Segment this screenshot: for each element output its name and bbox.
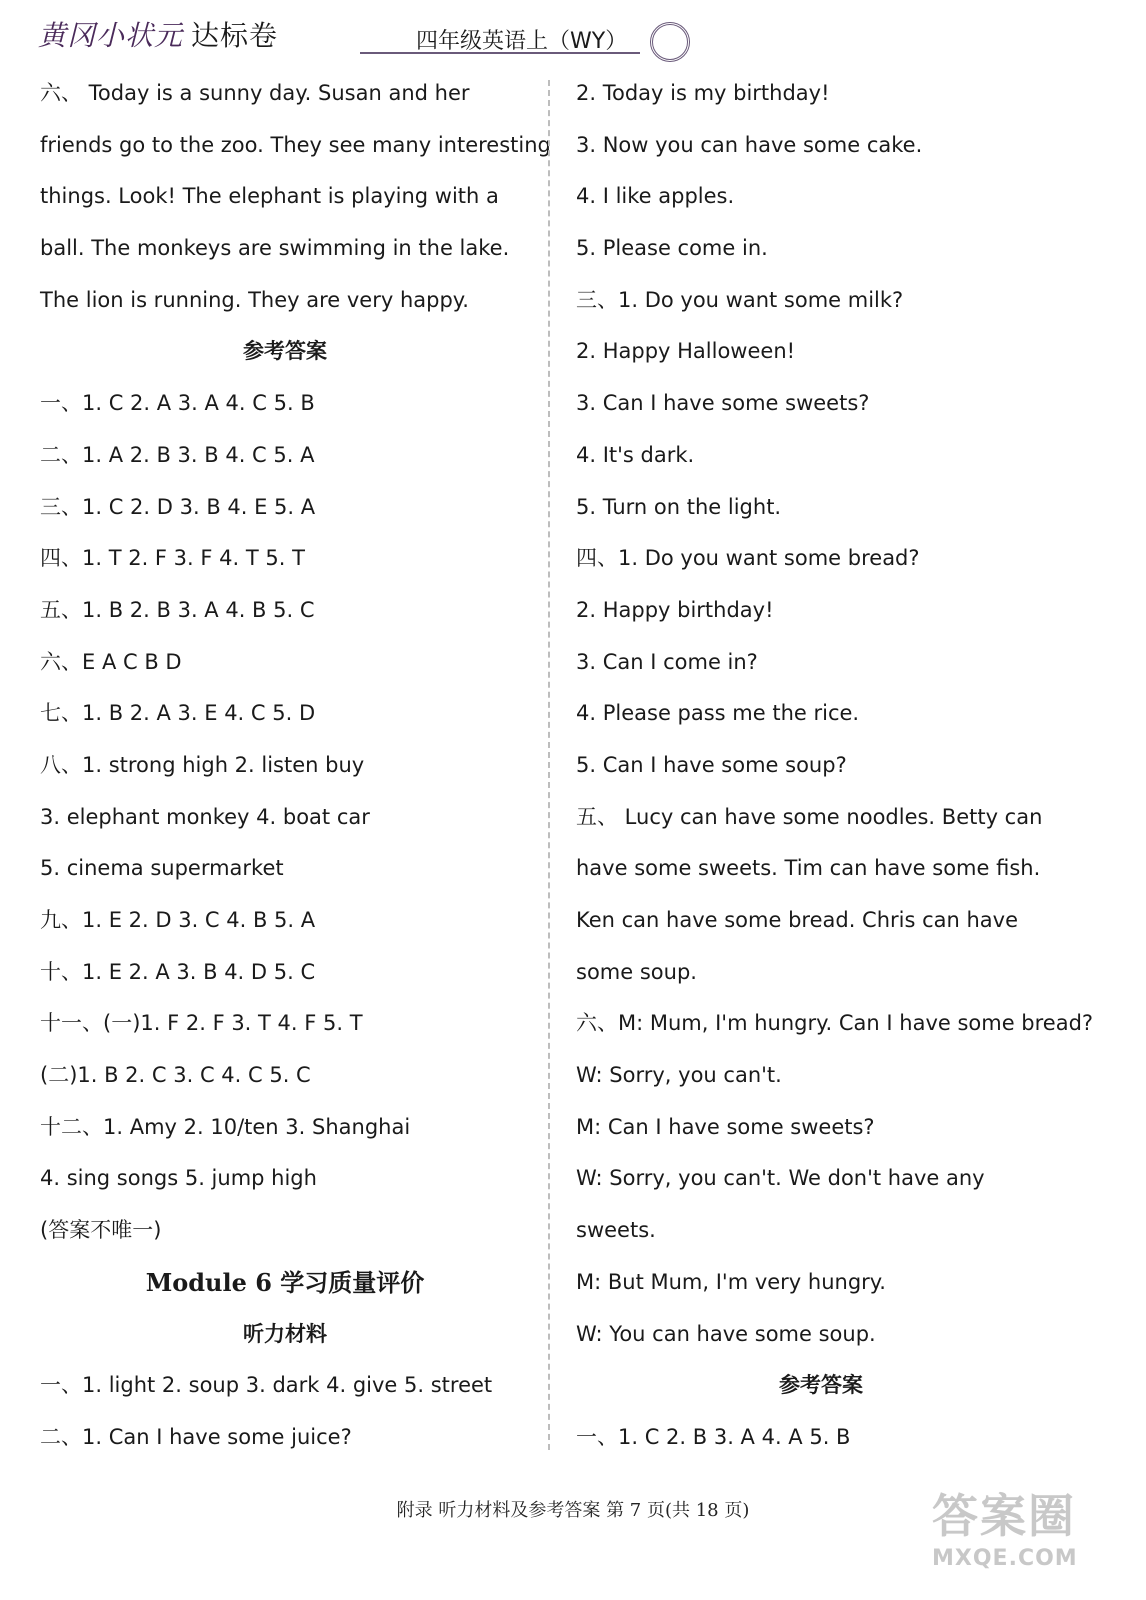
text-line: ball. The monkeys are swimming in the lake. bbox=[40, 236, 510, 261]
brand-name: 黄冈小状元 bbox=[38, 19, 184, 52]
dialogue-line: W: Sorry, you can't. We don't have any bbox=[576, 1166, 985, 1191]
watermark-top: 答案圈 bbox=[932, 1489, 1076, 1543]
text-line: The lion is running. They are very happy. bbox=[40, 287, 469, 312]
answer-line: 八、1. strong high 2. listen buy bbox=[40, 752, 365, 777]
listening-line: 5. Turn on the light. bbox=[576, 494, 782, 519]
listening-line: 4. It's dark. bbox=[576, 442, 695, 467]
section-heading-answers: 参考答案 bbox=[243, 339, 327, 364]
listening-line: 3. Now you can have some cake. bbox=[576, 132, 923, 157]
answer-line: 5. cinema supermarket bbox=[40, 856, 284, 881]
listening-line: 一、1. light 2. soup 3. dark 4. give 5. street bbox=[40, 1373, 493, 1398]
answer-line: 十、1. E 2. A 3. B 4. D 5. C bbox=[40, 959, 316, 984]
listening-line: 3. Can I come in? bbox=[576, 649, 758, 674]
listening-line: 2. Happy birthday! bbox=[576, 597, 774, 622]
dialogue-line: M: Can I have some sweets? bbox=[576, 1114, 875, 1139]
answer-line: 二、1. A 2. B 3. B 4. C 5. A bbox=[40, 442, 315, 467]
module-title: Module 6 学习质量评价 bbox=[145, 1267, 425, 1297]
answer-line: 4. sing songs 5. jump high bbox=[40, 1166, 317, 1191]
right-column bbox=[576, 68, 1094, 1464]
listening-line: 5. Can I have some soup? bbox=[576, 752, 847, 777]
listening-line: 4. Please pass me the rice. bbox=[576, 701, 860, 726]
dialogue-line: sweets. bbox=[576, 1218, 656, 1243]
answer-line: 十二、1. Amy 2. 10/ten 3. Shanghai bbox=[40, 1114, 411, 1139]
brand-sub: 达标卷 bbox=[191, 19, 279, 52]
listening-line: 2. Today is my birthday! bbox=[576, 81, 830, 105]
listening-line: 4. I like apples. bbox=[576, 184, 735, 209]
listening-line: 五、 Lucy can have some noodles. Betty can bbox=[576, 804, 1043, 829]
answer-line: 六、E A C B D bbox=[40, 649, 182, 674]
page-header bbox=[0, 0, 1146, 70]
watermark-bottom: MXQE.COM bbox=[932, 1546, 1078, 1571]
answer-line: 四、1. T 2. F 3. F 4. T 5. T bbox=[40, 546, 305, 571]
listening-line: 2. Happy Halloween! bbox=[576, 339, 796, 364]
answer-line: 九、1. E 2. D 3. C 4. B 5. A bbox=[40, 908, 316, 932]
swirl-icon bbox=[650, 22, 690, 62]
answer-line: 十一、(一)1. F 2. F 3. T 4. F 5. T bbox=[40, 1011, 363, 1036]
section-heading-answers: 参考答案 bbox=[779, 1373, 863, 1398]
answer-line: 一、1. C 2. B 3. A 4. A 5. B bbox=[576, 1424, 851, 1449]
dialogue-line: W: You can have some soup. bbox=[576, 1321, 876, 1346]
page-footer: 附录 听力材料及参考答案 第 7 页(共 18 页) bbox=[396, 1500, 750, 1521]
answer-note: (答案不唯一) bbox=[40, 1218, 162, 1243]
text-line: things. Look! The elephant is playing with a bbox=[40, 184, 499, 209]
answer-line: 一、1. C 2. A 3. A 4. C 5. B bbox=[40, 391, 315, 416]
brand-logo bbox=[38, 14, 278, 54]
header-rule bbox=[360, 52, 640, 54]
answer-line: 七、1. B 2. A 3. E 4. C 5. D bbox=[40, 701, 316, 726]
section-heading-listening: 听力材料 bbox=[243, 1321, 327, 1346]
answer-line: 三、1. C 2. D 3. B 4. E 5. A bbox=[40, 494, 316, 519]
dialogue-line: M: But Mum, I'm very hungry. bbox=[576, 1269, 886, 1294]
listening-line: 3. Can I have some sweets? bbox=[576, 391, 870, 416]
listening-line: have some sweets. Tim can have some fish. bbox=[576, 856, 1041, 881]
listening-line: 三、1. Do you want some milk? bbox=[576, 287, 904, 312]
answer-line: 3. elephant monkey 4. boat car bbox=[40, 804, 370, 829]
dialogue-line: 六、M: Mum, I'm hungry. Can I have some bread? bbox=[576, 1011, 1094, 1036]
dialogue-line: W: Sorry, you can't. bbox=[576, 1063, 782, 1088]
left-column bbox=[40, 68, 551, 1464]
text-line: friends go to the zoo. They see many interesting bbox=[40, 132, 551, 157]
answer-line: (二)1. B 2. C 3. C 4. C 5. C bbox=[40, 1063, 311, 1088]
watermark-logo bbox=[932, 1480, 1122, 1580]
book-title: 四年级英语上（WY） bbox=[416, 29, 628, 54]
text-line: 六、 Today is a sunny day. Susan and her bbox=[40, 81, 470, 105]
column-divider bbox=[548, 80, 550, 1450]
listening-line: 二、1. Can I have some juice? bbox=[40, 1424, 352, 1449]
listening-line: some soup. bbox=[576, 959, 697, 984]
answer-line: 五、1. B 2. B 3. A 4. B 5. C bbox=[40, 597, 315, 622]
listening-line: 5. Please come in. bbox=[576, 236, 768, 261]
listening-line: 四、1. Do you want some bread? bbox=[576, 546, 920, 571]
listening-line: Ken can have some bread. Chris can have bbox=[576, 908, 1019, 932]
